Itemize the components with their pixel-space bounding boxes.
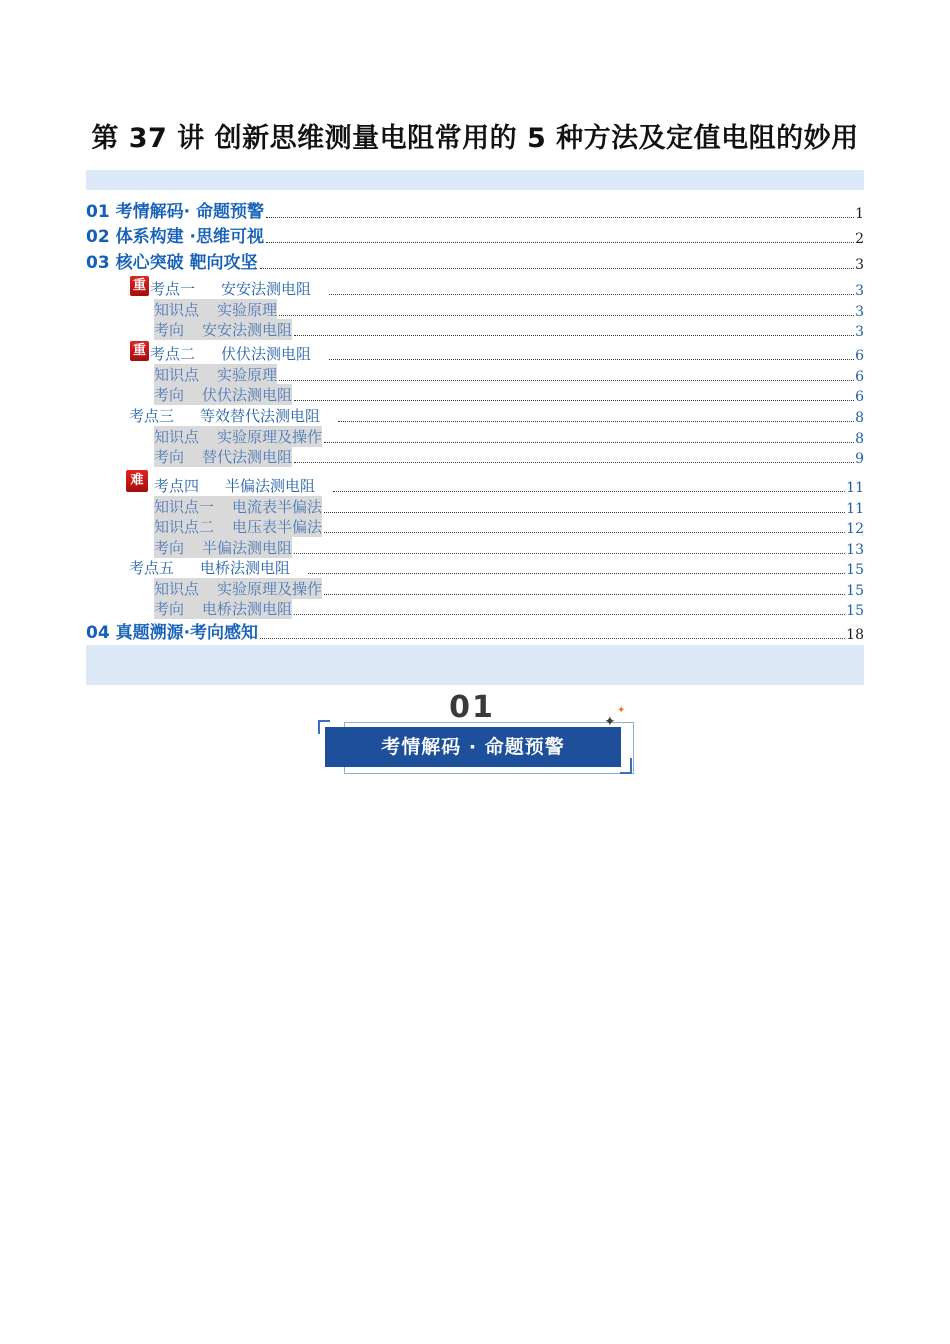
section-number: 01 <box>449 690 495 725</box>
toc-label: 考点二 伏伏法测电阻 <box>150 345 312 363</box>
toc-page: 8 <box>855 410 864 426</box>
toc-top-band <box>86 170 864 190</box>
toc-label: 考点四 半偏法测电阻 <box>154 477 316 495</box>
toc-label: 知识点 实验原理 <box>154 366 278 384</box>
toc-item-k3b[interactable] <box>154 447 864 467</box>
toc-item-s4[interactable] <box>86 623 864 643</box>
toc-page: 2 <box>855 231 864 247</box>
bracket-corner-icon <box>620 758 632 774</box>
toc-leader <box>279 379 854 381</box>
toc-leader <box>308 572 845 574</box>
toc-item-k4[interactable] <box>154 476 864 496</box>
toc-page: 15 <box>846 583 864 599</box>
toc-page: 3 <box>855 324 864 340</box>
toc-label: 考点三 等效替代法测电阻 <box>129 407 321 425</box>
toc-page: 8 <box>855 431 864 447</box>
toc-label: 知识点一 电流表半偏法 <box>154 498 323 516</box>
toc-leader <box>279 314 854 316</box>
toc-item-k1a[interactable] <box>154 300 864 320</box>
toc-item-s1[interactable] <box>86 202 864 222</box>
toc-page: 3 <box>855 283 864 299</box>
toc-leader <box>260 637 845 639</box>
toc-label: 知识点 实验原理 <box>154 301 278 319</box>
toc-label: 03 核心突破 靶向攻坚 <box>86 253 258 273</box>
key-point-tag: 重 <box>130 276 149 296</box>
toc-item-k4c[interactable] <box>154 538 864 558</box>
toc-item-s2[interactable] <box>86 227 864 247</box>
toc-page: 1 <box>855 206 864 222</box>
toc-item-k2[interactable] <box>150 344 864 364</box>
toc-leader <box>324 531 845 533</box>
toc-bottom-band <box>86 645 864 685</box>
toc-leader <box>260 267 855 269</box>
toc-label: 知识点 实验原理及操作 <box>154 580 323 598</box>
toc-item-k4a[interactable] <box>154 497 864 517</box>
toc-label: 考向 半偏法测电阻 <box>154 539 293 557</box>
toc-page: 3 <box>855 304 864 320</box>
toc-leader <box>333 490 845 492</box>
toc-page: 12 <box>846 521 864 537</box>
toc-page: 3 <box>855 257 864 273</box>
hard-point-tag: 难 <box>126 470 148 492</box>
toc-item-k5[interactable] <box>129 558 864 578</box>
toc-page: 11 <box>846 501 864 517</box>
section-title: 考情解码 · 命题预警 <box>325 727 621 767</box>
toc-label: 01 考情解码· 命题预警 <box>86 202 264 222</box>
toc-leader <box>266 241 854 243</box>
toc-page: 6 <box>855 369 864 385</box>
toc-leader <box>294 613 845 615</box>
toc-label: 02 体系构建 ·思维可视 <box>86 227 264 247</box>
toc-page: 13 <box>846 542 864 558</box>
toc-item-s3[interactable] <box>86 253 864 273</box>
toc-label: 考点一 安安法测电阻 <box>150 280 312 298</box>
toc-page: 11 <box>846 480 864 496</box>
toc-leader <box>324 441 854 443</box>
toc-leader <box>294 461 854 463</box>
page-title: 第 37 讲 创新思维测量电阻常用的 5 种方法及定值电阻的妙用 <box>91 123 859 154</box>
toc-label: 考向 电桥法测电阻 <box>154 600 293 618</box>
sparkle-icon: ✦ <box>604 714 616 730</box>
sparkle-icon: ✦ <box>617 705 626 716</box>
toc-label: 考向 安安法测电阻 <box>154 321 293 339</box>
section-banner <box>316 690 632 776</box>
toc-item-k4b[interactable] <box>154 517 864 537</box>
toc-label: 考向 替代法测电阻 <box>154 448 293 466</box>
toc-item-k2a[interactable] <box>154 365 864 385</box>
toc-label: 考点五 电桥法测电阻 <box>129 559 291 577</box>
toc-leader <box>266 216 854 218</box>
toc-item-k1[interactable] <box>150 279 864 299</box>
toc-item-k3a[interactable] <box>154 427 864 447</box>
toc-page: 6 <box>855 389 864 405</box>
toc-label: 知识点二 电压表半偏法 <box>154 518 323 536</box>
toc-item-k5b[interactable] <box>154 599 864 619</box>
toc-leader <box>329 293 854 295</box>
key-point-tag: 重 <box>130 341 149 361</box>
toc-leader <box>324 593 845 595</box>
toc-label: 04 真题溯源·考向感知 <box>86 623 259 643</box>
toc-item-k2b[interactable] <box>154 385 864 405</box>
toc-leader <box>338 420 854 422</box>
toc-page: 15 <box>846 603 864 619</box>
toc-label: 考向 伏伏法测电阻 <box>154 386 293 404</box>
toc-page: 15 <box>846 562 864 578</box>
toc-item-k5a[interactable] <box>154 579 864 599</box>
toc-page: 18 <box>846 627 864 643</box>
toc-page: 6 <box>855 348 864 364</box>
toc-leader <box>294 552 845 554</box>
toc-leader <box>294 399 854 401</box>
toc-leader <box>324 511 845 513</box>
toc-page: 9 <box>855 451 864 467</box>
toc-leader <box>329 358 854 360</box>
toc-item-k1b[interactable] <box>154 320 864 340</box>
toc-label: 知识点 实验原理及操作 <box>154 428 323 446</box>
toc-item-k3[interactable] <box>129 406 864 426</box>
toc-leader <box>294 334 854 336</box>
